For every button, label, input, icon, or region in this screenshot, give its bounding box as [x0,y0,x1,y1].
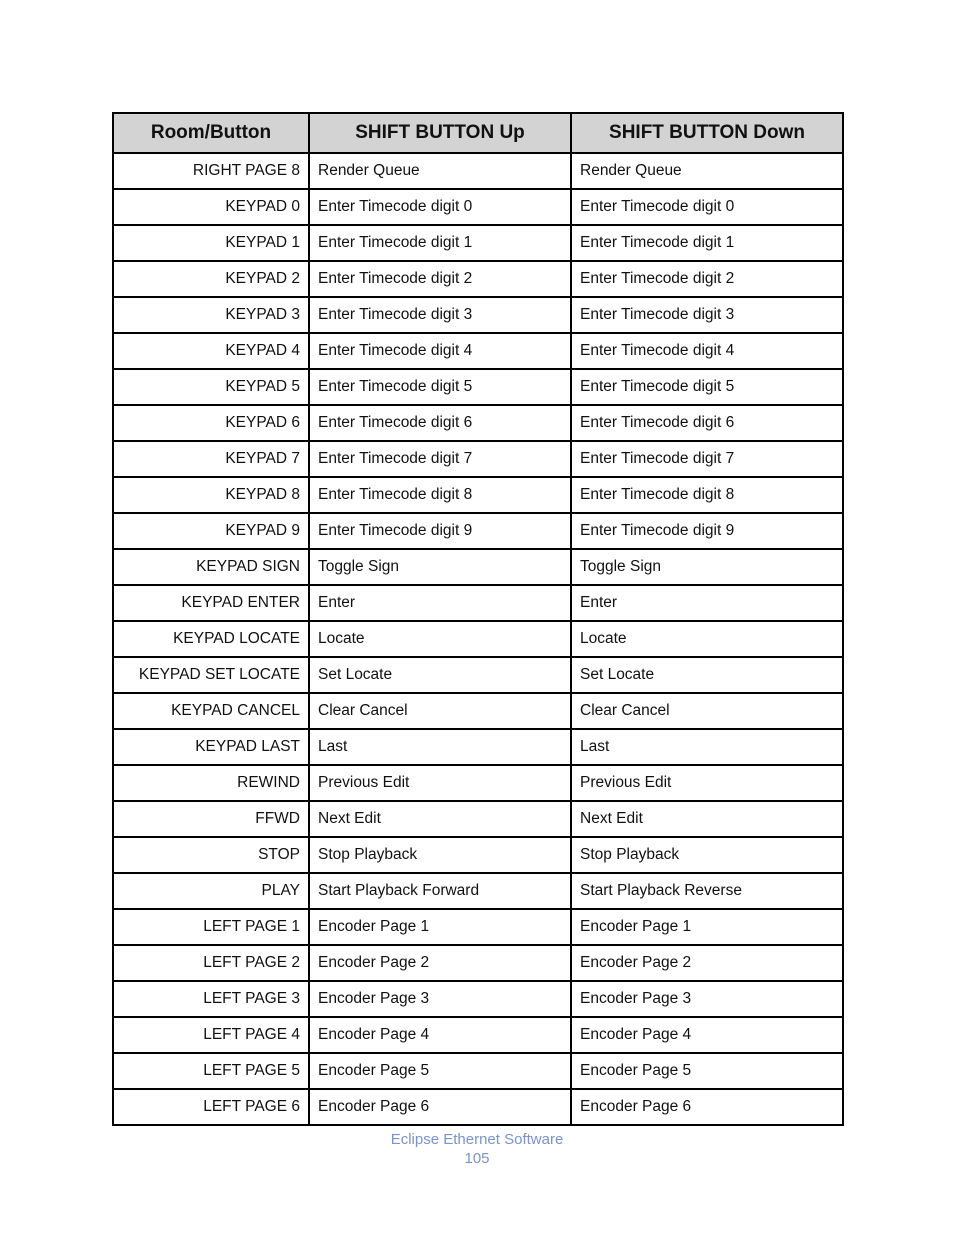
shift-up-cell: Last [309,729,571,765]
shift-down-cell: Clear Cancel [571,693,843,729]
shift-up-cell: Enter Timecode digit 4 [309,333,571,369]
shift-up-cell: Enter Timecode digit 5 [309,369,571,405]
table-row [113,585,843,621]
table-row [113,729,843,765]
room-button-cell: PLAY [113,873,309,909]
room-button-cell: KEYPAD SIGN [113,549,309,585]
room-button-cell: KEYPAD 2 [113,261,309,297]
shift-up-cell: Encoder Page 3 [309,981,571,1017]
shift-up-cell: Enter Timecode digit 1 [309,225,571,261]
table-row [113,297,843,333]
shift-up-cell: Encoder Page 5 [309,1053,571,1089]
shift-up-cell: Enter Timecode digit 6 [309,405,571,441]
shift-up-cell: Clear Cancel [309,693,571,729]
shift-up-cell: Enter Timecode digit 8 [309,477,571,513]
room-button-cell: LEFT PAGE 4 [113,1017,309,1053]
room-button-cell: KEYPAD 0 [113,189,309,225]
shift-up-cell: Encoder Page 1 [309,909,571,945]
shift-up-cell: Locate [309,621,571,657]
room-button-cell: KEYPAD CANCEL [113,693,309,729]
shift-down-cell: Encoder Page 3 [571,981,843,1017]
table-row [113,801,843,837]
shift-down-cell: Stop Playback [571,837,843,873]
table-row [113,189,843,225]
table-body [113,153,843,1125]
room-button-cell: REWIND [113,765,309,801]
room-button-cell: KEYPAD 9 [113,513,309,549]
table-row [113,945,843,981]
table-row [113,225,843,261]
table-header [113,113,843,153]
header-shift-up: SHIFT BUTTON Up [309,113,571,153]
shift-up-cell: Enter Timecode digit 2 [309,261,571,297]
shift-up-cell: Next Edit [309,801,571,837]
table-row [113,837,843,873]
table-row [113,693,843,729]
table-row [113,477,843,513]
room-button-cell: LEFT PAGE 2 [113,945,309,981]
shift-down-cell: Enter Timecode digit 2 [571,261,843,297]
shift-down-cell: Enter Timecode digit 1 [571,225,843,261]
shift-down-cell: Set Locate [571,657,843,693]
table-row [113,441,843,477]
room-button-cell: KEYPAD LAST [113,729,309,765]
shift-up-cell: Render Queue [309,153,571,189]
table-row [113,657,843,693]
shift-down-cell: Encoder Page 5 [571,1053,843,1089]
shift-down-cell: Enter Timecode digit 7 [571,441,843,477]
shift-up-cell: Previous Edit [309,765,571,801]
shift-up-cell: Enter Timecode digit 3 [309,297,571,333]
table-row [113,513,843,549]
shift-up-cell: Encoder Page 4 [309,1017,571,1053]
header-room-button: Room/Button [113,113,309,153]
room-button-cell: KEYPAD 8 [113,477,309,513]
header-shift-down: SHIFT BUTTON Down [571,113,843,153]
footer-page-number: 105 [464,1150,490,1167]
room-button-cell: KEYPAD 1 [113,225,309,261]
shift-down-cell: Enter [571,585,843,621]
shift-down-cell: Render Queue [571,153,843,189]
shift-up-cell: Enter [309,585,571,621]
table-row [113,153,843,189]
shift-down-cell: Locate [571,621,843,657]
shift-up-cell: Enter Timecode digit 0 [309,189,571,225]
room-button-cell: KEYPAD ENTER [113,585,309,621]
table-row [113,873,843,909]
room-button-cell: FFWD [113,801,309,837]
shift-down-cell: Enter Timecode digit 0 [571,189,843,225]
shift-up-cell: Encoder Page 2 [309,945,571,981]
shift-down-cell: Enter Timecode digit 6 [571,405,843,441]
table-row [113,549,843,585]
shift-down-cell: Encoder Page 2 [571,945,843,981]
room-button-cell: STOP [113,837,309,873]
room-button-cell: KEYPAD LOCATE [113,621,309,657]
room-button-cell: KEYPAD 4 [113,333,309,369]
shift-up-cell: Set Locate [309,657,571,693]
shift-up-cell: Start Playback Forward [309,873,571,909]
shift-down-cell: Encoder Page 1 [571,909,843,945]
shift-up-cell: Enter Timecode digit 7 [309,441,571,477]
room-button-cell: LEFT PAGE 6 [113,1089,309,1125]
shift-down-cell: Encoder Page 4 [571,1017,843,1053]
shift-down-cell: Enter Timecode digit 4 [571,333,843,369]
shift-down-cell: Enter Timecode digit 5 [571,369,843,405]
room-button-cell: KEYPAD SET LOCATE [113,657,309,693]
table-row [113,369,843,405]
mapping-table [112,112,844,1126]
room-button-cell: KEYPAD 3 [113,297,309,333]
shift-down-cell: Toggle Sign [571,549,843,585]
shift-down-cell: Enter Timecode digit 3 [571,297,843,333]
shift-down-cell: Start Playback Reverse [571,873,843,909]
shift-down-cell: Enter Timecode digit 8 [571,477,843,513]
shift-up-cell: Stop Playback [309,837,571,873]
table-row [113,981,843,1017]
page-footer [0,1130,954,1168]
shift-down-cell: Previous Edit [571,765,843,801]
room-button-cell: RIGHT PAGE 8 [113,153,309,189]
table-row [113,261,843,297]
footer-title: Eclipse Ethernet Software [390,1131,564,1148]
table-row [113,1017,843,1053]
table-row [113,333,843,369]
shift-down-cell: Last [571,729,843,765]
shift-down-cell: Next Edit [571,801,843,837]
shift-down-cell: Enter Timecode digit 9 [571,513,843,549]
room-button-cell: LEFT PAGE 3 [113,981,309,1017]
table-row [113,765,843,801]
table-row [113,405,843,441]
room-button-cell: KEYPAD 7 [113,441,309,477]
shift-up-cell: Toggle Sign [309,549,571,585]
table-row [113,909,843,945]
shift-down-cell: Encoder Page 6 [571,1089,843,1125]
table-row [113,1089,843,1125]
room-button-cell: LEFT PAGE 1 [113,909,309,945]
header-row [113,113,843,153]
room-button-cell: LEFT PAGE 5 [113,1053,309,1089]
table-row [113,1053,843,1089]
shift-up-cell: Encoder Page 6 [309,1089,571,1125]
room-button-cell: KEYPAD 5 [113,369,309,405]
table-row [113,621,843,657]
shift-up-cell: Enter Timecode digit 9 [309,513,571,549]
room-button-cell: KEYPAD 6 [113,405,309,441]
